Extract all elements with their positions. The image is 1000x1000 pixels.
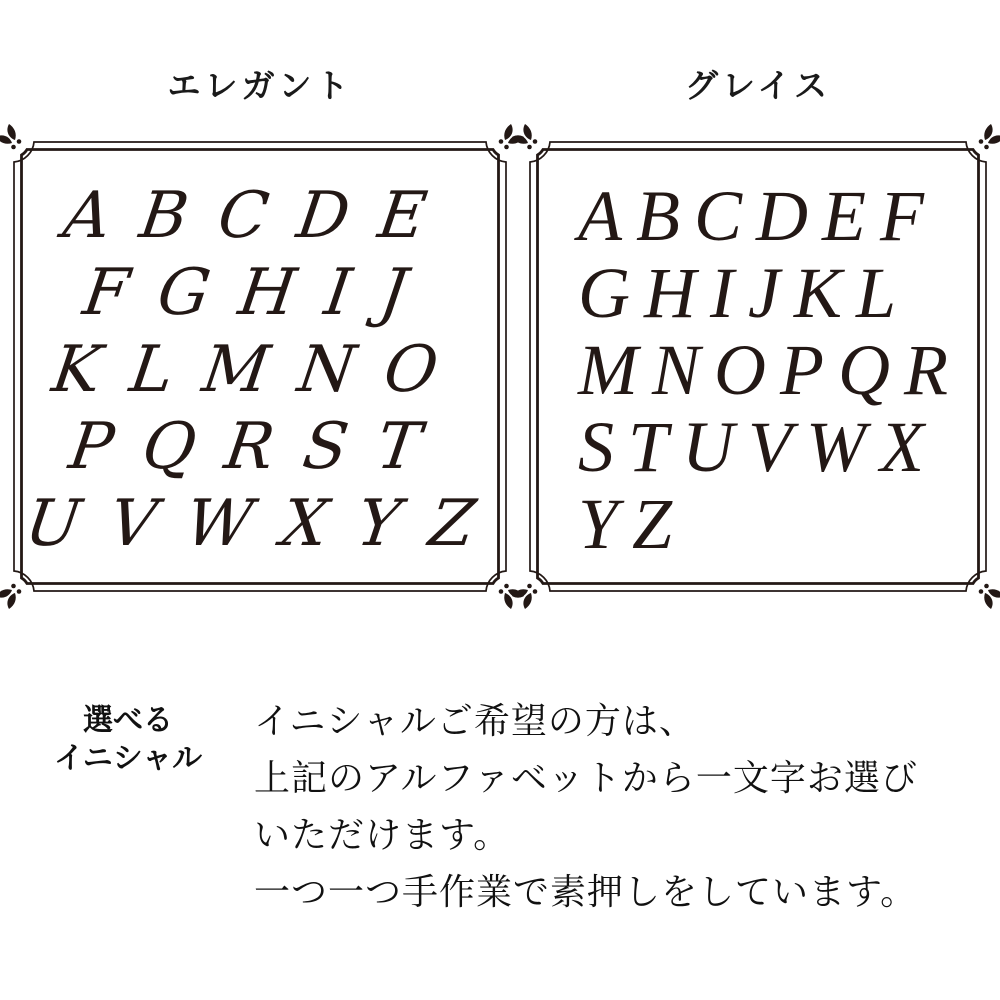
- note-body: [254, 692, 974, 920]
- note-body-line: いただけます。: [254, 814, 511, 855]
- note-body-line: イニシャルご希望の方は、: [254, 700, 696, 741]
- alphabet-sample-grace: [542, 168, 974, 573]
- note-body-line: 上記のアルファベットから一文字お選び: [254, 757, 918, 798]
- letter-row: ABCDE: [59, 179, 461, 253]
- letter-row: YZ: [578, 484, 687, 564]
- letter-row: STUVWX: [578, 407, 938, 487]
- font-title-grace: グレイス: [684, 67, 832, 104]
- note-label: [44, 702, 212, 778]
- letter-row: ABCDEF: [578, 176, 938, 256]
- letter-row: MNOPQR: [578, 330, 962, 410]
- note-label-line: イニシャル: [53, 742, 203, 775]
- grace-sample-frame: [528, 140, 988, 593]
- letter-row: PQRST: [64, 410, 456, 484]
- note-label-line: 選べる: [83, 704, 173, 737]
- elegant-sample-frame: [12, 140, 508, 593]
- letter-row: UVWXYZ: [20, 487, 510, 561]
- alphabet-sample-elegant: [20, 168, 510, 573]
- letter-row: FGHIJ: [78, 256, 442, 330]
- note-body-line: 一つ一つ手作業で素押しをしています。: [254, 871, 918, 912]
- letter-row: GHIJKL: [578, 253, 910, 333]
- letter-row: KLMNO: [47, 333, 473, 407]
- font-title-elegant: エレガント: [167, 67, 353, 104]
